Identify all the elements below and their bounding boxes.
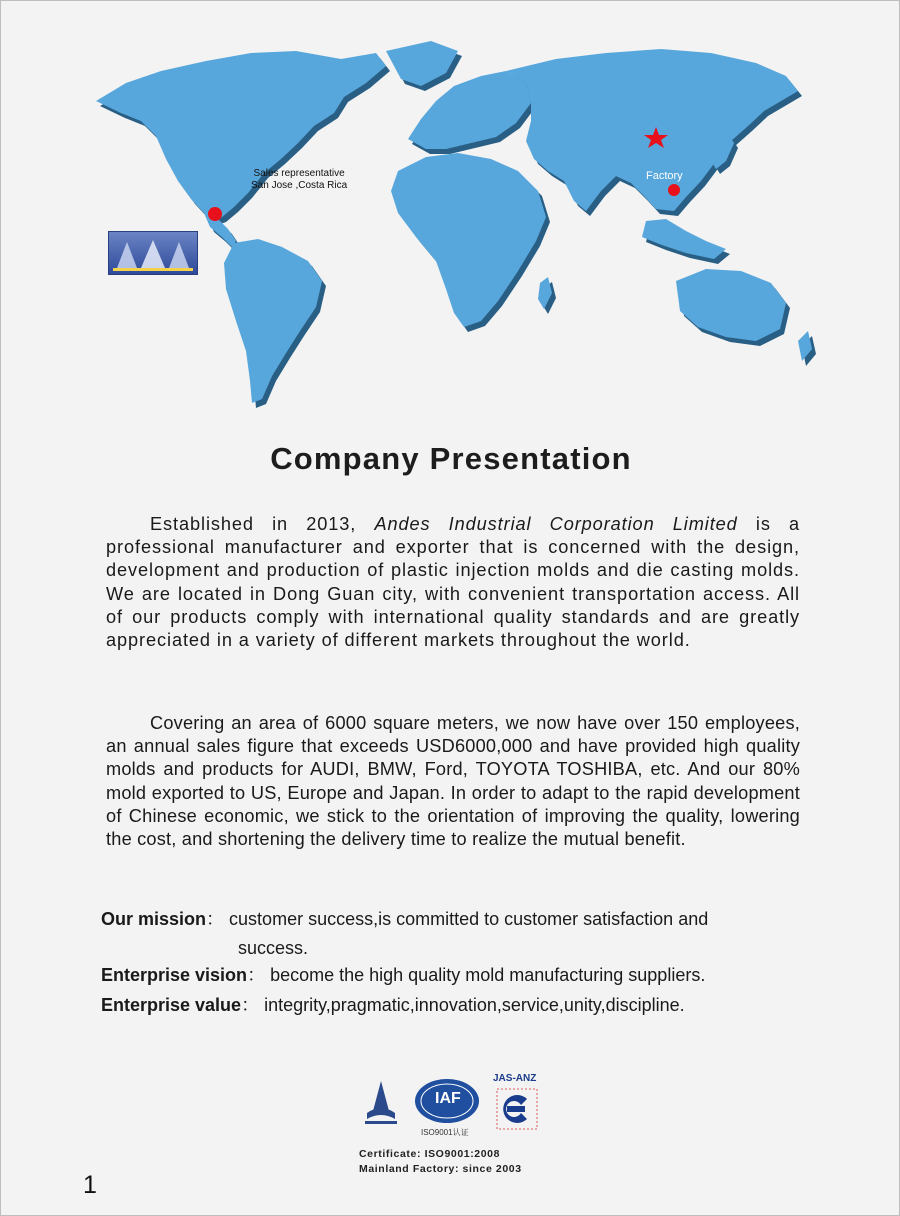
scale-text: Covering an area of 6000 square meters, we now have over 150 employees, an annual sales figure that exceeds USD6000,000 and have provided high quality molds and products for AUDI, BMW, Ford, TOYOTA TOSHIBA, etc. And our 80% mold exported to US, Europe and Japan. In order to adapt to the rapid development of Chinese economic, we stick to the orientation of improving the quality, lowering the cost, and shortening the delivery time to realize the mutual benefit. <box>106 713 800 850</box>
scale-paragraph <box>106 712 800 851</box>
factory-since-line: Mainland Factory: since 2003 <box>359 1163 522 1175</box>
intro-rest: is a professional manufacturer and exporter that is concerned with the design, development and production of plastic injection molds and die casting molds. We are located in Dong Guan city, with convenient transportation access. All of our products comply with international quality standards and are greatly appreciated in a variety of different markets throughout the world. <box>106 514 801 651</box>
certification-text <box>359 1147 522 1177</box>
company-logo-icon <box>109 232 197 274</box>
company-logo <box>108 231 198 275</box>
sales-rep-line2: San Jose ,Costa Rica <box>251 180 348 191</box>
intro-paragraph <box>106 513 800 652</box>
factory-label: Factory <box>646 170 683 182</box>
iso-label: ISO9001认证 <box>421 1128 469 1137</box>
intro-lead: Established in 2013, <box>150 514 375 534</box>
cqc-icon <box>365 1081 397 1124</box>
vision-key: Enterprise vision <box>101 965 248 985</box>
mission-key: Our mission <box>101 909 207 929</box>
south-america-shape <box>224 239 322 403</box>
iaf-label: IAF <box>435 1090 461 1107</box>
vision-value: become the high quality mold manufacturing suppliers. <box>270 965 706 985</box>
north-america-shape <box>96 51 386 221</box>
world-map-graphic <box>86 31 816 411</box>
factory-marker <box>668 184 680 196</box>
page-title: Company Presentation <box>270 441 632 476</box>
southeast-asia-shape <box>642 219 726 259</box>
madagascar-shape <box>538 277 552 309</box>
jas-anz-label: JAS-ANZ <box>493 1073 537 1084</box>
page-number: 1 <box>83 1171 97 1199</box>
new-zealand-shape <box>798 331 812 361</box>
africa-shape <box>391 153 546 327</box>
certification-logos <box>359 1073 544 1143</box>
world-map <box>86 31 816 411</box>
value-key: Enterprise value <box>101 995 242 1015</box>
mission-statement-cont: success. <box>238 938 309 958</box>
company-name: Andes Industrial Corporation Limited <box>374 514 738 534</box>
costa-rica-marker <box>208 207 222 221</box>
sales-rep-line1: Sales representative <box>253 168 345 179</box>
certificate-line: Certificate: ISO9001:2008 <box>359 1148 501 1160</box>
mission-sep: ： <box>206 909 225 929</box>
mission-value: customer success,is committed to customer satisfaction and <box>229 909 709 929</box>
australia-shape <box>676 269 786 341</box>
value-sep: ： <box>241 995 260 1015</box>
sales-rep-label <box>251 168 347 192</box>
mission-statement <box>101 908 708 930</box>
asia-shape <box>506 49 798 211</box>
vision-sep: ： <box>247 965 266 985</box>
vision-statement <box>101 964 705 986</box>
value-value: integrity,pragmatic,innovation,service,unity,discipline. <box>264 995 685 1015</box>
greenland-shape <box>386 41 458 86</box>
value-statement <box>101 994 685 1016</box>
jas-anz-icon <box>497 1089 537 1129</box>
